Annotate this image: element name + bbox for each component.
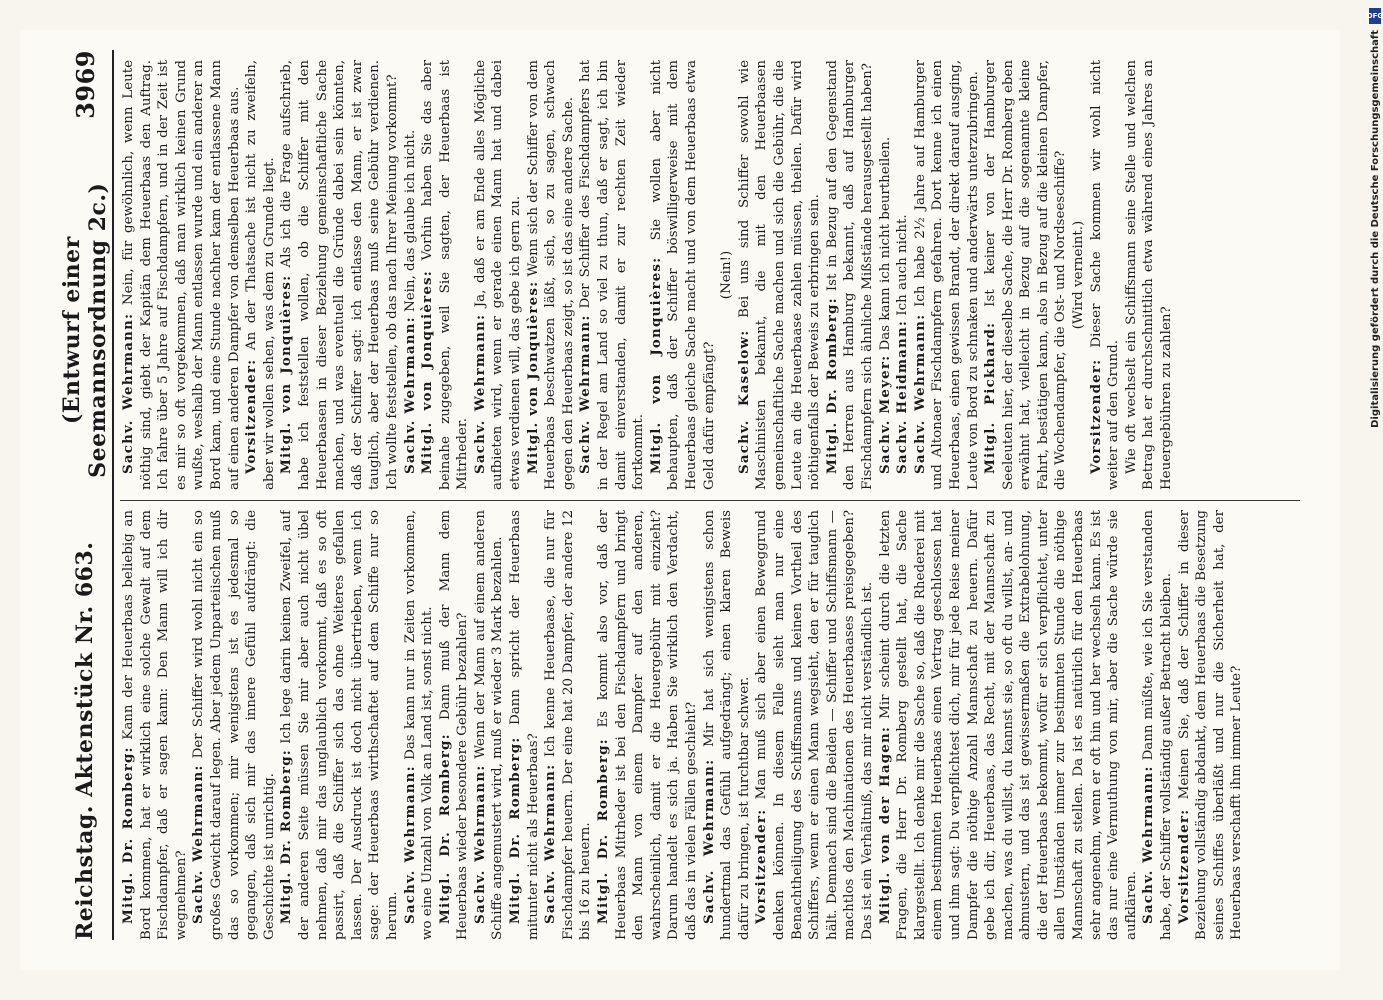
paragraph: Sachv. Wehrmann: Ja, daß er am Ende alles Mögliche aufbieten wird, wenn er gerade einen Mann hat und dabei etwas verdienen will, das gebe ich gern zu.	[471, 60, 524, 490]
paragraph: Sachv. Wehrmann: Der Schiffer wird wohl nicht ein so großes Gewicht darauf legen. Aber jedem Unparteiischen muß das so vorkommen; mir wenigstens ist es jedesmal so gegangen, daß sich mir das innere Gefühl aufdrängt: die Geschichte ist unrichtig.	[190, 510, 277, 940]
paragraph: Mitgl. Dr. Romberg: Kann der Heuerbaas beliebig an Bord kommen, hat er wirklich eine solche Gewalt auf dem Fischdampfer, daß er sagen kann: Den Mann will ich dir wegnehmen?	[120, 510, 189, 940]
paragraph: Sachv. Wehrmann: Der Schiffer des Fischdampfers hat in der Regel am Land so viel zu thun, daß er sagt, ich bin damit einverstanden, damit er zur rechten Zeit wieder fortkommt.	[577, 60, 647, 490]
paragraph: Mitgl. von Jonquières: Sie wollen aber nicht behaupten, daß der Schiffer böswilligerweise mit dem Heuerbaas gleiche Sache macht und von dem Heuerbaas etwa Geld dafür empfängt?	[647, 60, 717, 490]
speaker-name: Sachv. Wehrmann:	[190, 764, 207, 924]
paragraph: Mitgl. Dr. Romberg: Es kommt also vor, daß der Heuerbaas Mitrheder ist bei den Fischdampfern und bringt den Mann von einem Dampfer auf den anderen, wahrscheinlich, damit er die Heuergebühr mit einzieht? Darum handelt es sich ja. Haben Sie wirklich den Verdacht, daß das in vielen Fällen geschieht?	[595, 510, 699, 940]
paragraph: (Wird verneint.)	[1071, 220, 1087, 330]
left-column	[120, 510, 1310, 940]
paragraph: Mitgl. von Jonquières: Vorhin haben Sie das aber beinahe zugegeben, weil Sie sagten, der Heuerbaas ist Mitrheder.	[419, 60, 471, 490]
paragraph: Sachv. Wehrmann: Ich kenne Heuerbaase, die nur für Fischdampfer heuern. Der eine hat 20 Dampfer, der andere 12 bis 16 zu heuern.	[542, 510, 594, 940]
paragraph: Sachv. Wehrmann: Ich habe 2½ Jahre auf Hamburger und Altonaer Fischdampfern gefahren. Dort kenne ich einen Heuerbaas, einen gewissen Brandt, der direkt darauf ausging, Leute von Bord zu schnaken und anderwärts unterzubringen.	[911, 60, 981, 490]
speaker-name: Sachv. Wehrmann:	[401, 765, 418, 924]
column-divider	[120, 500, 1300, 501]
paragraph: Mitgl. von Jonquières: Als ich die Frage aufschrieb, habe ich feststellen wollen, ob die Schiffer mit den Heuerbaasen in dieser Beziehung gemeinschaftliche Sache machen, und was eventuell die Gründe dabei sein könnten, daß der Schiffer sagt: ich entlasse den Mann, er ist zwar tauglich, aber der Heuerbaas muß seine Gebühr verdienen. Ich wollte feststellen, ob das nach Ihrer Meinung vorkommt?	[278, 60, 400, 490]
paragraph: Mitgl. Dr. Romberg: Dann muß der Mann dem Heuerbaas wieder besondere Gebühr bezahlen?	[436, 510, 471, 940]
speaker-name: Mitgl. von der Hagen:	[876, 725, 893, 924]
paragraph: Mitgl. Dr. Romberg: Dann spricht der Heuerbaas mitunter nicht als Heuerbaas?	[507, 510, 541, 940]
page-number: 3969	[70, 50, 100, 119]
speaker-name: Sachv. Wehrmann:	[577, 314, 594, 474]
header-title: Reichstag. Aktenstück Nr. 663.	[72, 541, 98, 940]
paragraph: Sachv. Heidmann: Ich auch nicht.	[894, 214, 911, 474]
dfg-logo-icon: DFG	[1369, 8, 1381, 24]
speaker-name: Sachv. Meyer:	[876, 354, 893, 474]
right-column	[120, 60, 1310, 490]
speaker-name: Sachv. Wehrmann:	[401, 316, 418, 474]
speaker-name: Sachv. Wehrmann:	[120, 312, 136, 474]
paragraph: Sachv. Wehrmann: Nein, für gewöhnlich, wenn Leute nöthig sind, giebt der Kapitän dem Heuerbaas den Auftrag. Ich fahre über 5 Jahre auf Fischdampfern, und in der Zeit ist es mir so oft vorgekommen, daß man wirklich keinen Grund wußte, weshalb der Mann entlassen wurde und ein anderer an Bord kam, und eine Stunde nachher kam der entlassene Mann auf einen anderen Dampfer von demselben Heuerbaas aus.	[120, 60, 242, 490]
paragraph: Vorsitzender: Man muß sich aber einen Beweggrund denken können. In diesem Falle sieht man nur eine Benachtheiligung des Schiffsmanns und keinen Vortheil des Schiffers, wenn er einen Mann wegsieht, den er für tauglich hält. Demnach sind die Beiden — Schiffer und Schiffsmann — machtlos den Machinationen des Heuerbaases preisgegeben? Das ist ein Verhältniß, das mir nicht verständlich ist.	[753, 510, 875, 940]
speaker-name: Mitgl. von Jonquières:	[278, 274, 295, 474]
scanned-page	[20, 30, 1340, 970]
speaker-name: Mitgl. Dr. Romberg:	[823, 297, 840, 474]
speaker-name: Mitgl. Dr. Romberg:	[436, 733, 453, 924]
speaker-name: Sachv. Wehrmann:	[911, 313, 928, 474]
speaker-name: Mitgl. von Jonquières:	[647, 256, 664, 474]
speaker-name: Vorsitzender:	[1087, 358, 1104, 474]
paragraph: Mitgl. Dr. Romberg: Ist in Bezug auf den Gegenstand den Herren aus Hamburg bekannt, daß auf Hamburger Fischdampfern sich ähnliche Mißstände herausgestellt haben?	[823, 60, 875, 490]
paragraph: Mitgl. Pickhard: Ist keiner von der Hamburger Seeleuten hier, der dieselbe Sache, die Herr Dr. Romberg eben erwähnt hat, vielleicht in Bezug auf die sogenannte kleine Fahrt, bestätigen kann, also in Bezug auf die kleinen Dampfer, die Wochendampfer, die Ost- und Nordseeschiffe?	[982, 60, 1069, 490]
paragraph: Sachv. Wehrmann: Dann müßte, wie ich Sie verstanden habe, der Schiffer vollständig außer Betracht bleiben.	[1140, 510, 1175, 940]
speaker-name: Vorsitzender:	[243, 358, 260, 474]
header-rule	[112, 50, 114, 940]
speaker-name: Vorsitzender:	[753, 808, 770, 924]
speaker-name: Sachv. Wehrmann:	[700, 758, 717, 924]
speaker-name: Sachv. Kaselow:	[735, 329, 752, 474]
speaker-name: Mitgl. Dr. Romberg:	[595, 738, 612, 924]
digitization-note: Digitalisierung gefördert durch die Deutsche Forschungsgemeinschaft	[1370, 30, 1381, 428]
paragraph: Vorsitzender: An der Thatsache ist nicht zu zweifeln, aber wir wollen sehen, was dem zu Grunde liegt.	[243, 60, 277, 490]
page-header	[60, 50, 110, 940]
paragraph: Mitgl. von Jonquières: Wenn sich der Schiffer von dem Heuerbaas beschwatzen läßt, sich, so zu sagen, schwach gegen den Heuerbaas zeigt, so ist das eine andere Sache.	[524, 60, 576, 490]
paragraph: Mitgl. Dr. Romberg: Ich lege darin keinen Zweifel, auf der anderen Seite müssen Sie mir aber auch nicht übel nehmen, daß mir das unglaublich vorkommt, daß es so oft passirt, daß die Schiffer sich das ohne Weiteres gefallen lassen. Der Ausdruck ist doch nicht übertrieben, wenn ich sage: der Heuerbaas wirthschaftet auf dem Schiffe nur so herum.	[278, 510, 400, 940]
paragraph: Sachv. Wehrmann: Das kann nur in Zeiten vorkommen, wo eine Unzahl von Volk an Land ist, sonst nicht.	[401, 510, 436, 940]
speaker-name: Sachv. Heidmann:	[894, 319, 911, 474]
header-subtitle: (Entwurf einer Seemannsordnung 2c.)	[59, 182, 111, 478]
paragraph: Sachv. Meyer: Das kann ich nicht beurtheilen.	[876, 136, 893, 474]
paragraph: Sachv. Wehrmann: Wenn der Mann auf einem anderen Schiffe angemustert wird, muß er wieder 3 Mark bezahlen.	[471, 510, 506, 940]
speaker-name: Sachv. Wehrmann:	[471, 764, 488, 924]
paragraph: Wie oft wechselt ein Schiffsmann seine Stelle und welchen Betrag hat er durchschnittlich etwa während eines Jahres an Heuergebühren zu zahlen?	[1123, 60, 1175, 490]
paragraph: Sachv. Wehrmann: Mir hat sich wenigstens schon hundertmal das Gefühl aufgedrängt; einen klaren Beweis dafür zu bringen, ist furchtbar schwer.	[700, 510, 752, 940]
speaker-name: Mitgl. von Jonquières:	[524, 280, 541, 474]
paragraph: (Nein!)	[719, 250, 735, 300]
speaker-name: Vorsitzender:	[1175, 808, 1192, 924]
speaker-name: Sachv. Wehrmann:	[542, 763, 559, 924]
paragraph: Sachv. Wehrmann: Nein, das glaube ich nicht.	[401, 129, 418, 474]
speaker-name: Mitgl. von Jonquières:	[419, 270, 436, 474]
speaker-name: Mitgl. Dr. Romberg:	[120, 746, 136, 924]
speaker-name: Mitgl. Dr. Romberg:	[278, 749, 295, 924]
paragraph: Sachv. Kaselow: Bei uns sind Schiffer sowohl wie Maschinisten bekannt, die mit den Heuerbaasen gemeinschaftliche Sache machen und sich die Gebühr, die die Leute an die Heuerbaase zahlen müssen, theilen. Dafür wird nöthigenfalls der Beweis zu erbringen sein.	[735, 60, 823, 490]
paragraph: Mitgl. von der Hagen: Mir scheint durch die letzten Fragen, die Herr Dr. Romberg gestellt hat, die Sache klargestellt. Ich denke mir die Sache so, daß die Rhederei mit einem bestimmten Heuerbaas einen Vertrag geschlossen hat und ihm sagt: Du verpflichtest dich, mir für jede Reise meiner Dampfer die nöthige Anzahl Mannschaft zu heuern. Dafür gebe ich dir, Heuerbaas, das Recht, mit der Mannschaft zu machen, was du willst, du kannst sie, so oft du willst, an- und abmustern, und das ist gewissermaßen die Extrabelohnung, die der Heuerbaas bekommt, wofür er sich verpflichtet, unter allen Umständen immer zur bestimmten Stunde die nöthige Mannschaft zu stellen. Da ist es natürlich für den Heuerbaas sehr angenehm, wenn er oft hin und her wechseln kann. Es ist das nur eine Vermuthung von mir, aber die Sache würde sie aufklären.	[876, 510, 1139, 940]
speaker-name: Sachv. Wehrmann:	[471, 313, 488, 474]
speaker-name: Mitgl. Dr. Romberg:	[507, 736, 524, 924]
paragraph: Vorsitzender: Dieser Sache kommen wir wohl nicht weiter auf den Grund.	[1087, 60, 1122, 490]
speaker-name: Mitgl. Pickhard:	[982, 321, 999, 474]
paragraph: Vorsitzender: Meinen Sie, daß der Schiffer in dieser Beziehung vollständig abdankt, dem Heuerbaas die Besetzung seines Schiffes überläßt und nur die Sicherheit hat, der Heuerbaas verschafft ihm immer Leute?	[1175, 510, 1245, 940]
speaker-name: Sachv. Wehrmann:	[1140, 765, 1157, 924]
